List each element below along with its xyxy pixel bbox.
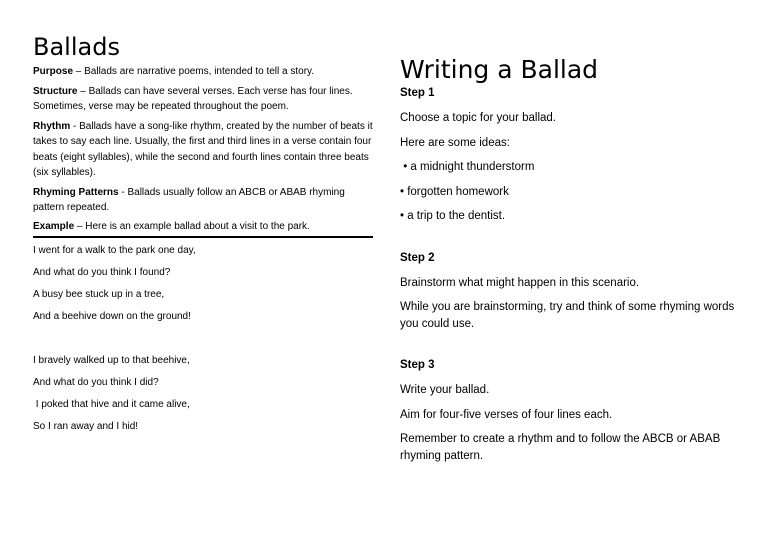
poem-line: And a beehive down on the ground! [33, 310, 191, 322]
poem-line: So I ran away and I hid! [33, 420, 139, 432]
definition-purpose [33, 64, 373, 80]
step-2-section [400, 251, 745, 333]
definition-term: Rhyming Patterns [33, 186, 119, 198]
definition-text: - Ballads have a song-like rhythm, created by the number of beats it takes to say each line. Usually, the first and third lines in a verse contain four beats (eight syllables), while the second and fourth lines contain three beats (six syllables). [33, 120, 373, 178]
poem-line: And what do you think I found? [33, 266, 171, 278]
ballads-column [33, 33, 373, 442]
definition-term: Rhythm [33, 120, 71, 132]
step-line: Here are some ideas: [400, 136, 510, 149]
writing-title: Writing a Ballad [400, 55, 599, 84]
step-heading: Step 2 [400, 251, 435, 264]
idea-item: • a midnight thunderstorm [400, 161, 535, 173]
poem-line: A busy bee stuck up in a tree, [33, 288, 165, 300]
definition-text: – Ballads can have several verses. Each verse has four lines. Sometimes, verse may be repeated throughout the poem. [33, 85, 353, 112]
step-line: Brainstorm what might happen in this scenario. [400, 276, 640, 289]
step-line: Remember to create a rhythm and to follow the ABCB or ABAB rhyming pattern. [400, 433, 721, 462]
example-text: – Here is an example ballad about a visit to the park. [74, 220, 310, 232]
step-line: Aim for four-five verses of four lines each. [400, 408, 613, 421]
step-3-section [400, 358, 745, 464]
step-heading: Step 1 [400, 87, 435, 99]
step-line: Write your ballad. [400, 384, 490, 396]
step-line: While you are brainstorming, try and think of some rhyming words you could use. [400, 301, 735, 330]
writing-column [400, 55, 745, 472]
section-spacer [400, 340, 745, 358]
example-term: Example [33, 220, 75, 232]
poem-line: I bravely walked up to that beehive, [33, 354, 190, 366]
ballads-title: Ballads [33, 33, 120, 61]
definition-text: – Ballads are narrative poems, intended to tell a story. [73, 66, 315, 77]
poem-line: I poked that hive and it came alive, [33, 398, 190, 410]
definition-term: Purpose [33, 66, 74, 77]
poem-verse-1 [33, 244, 373, 324]
section-spacer [400, 233, 745, 251]
verse-spacer [33, 332, 373, 354]
definition-rhythm [33, 119, 373, 181]
definition-structure [33, 84, 373, 115]
definition-rhyming-patterns [33, 185, 373, 216]
example-intro [33, 220, 373, 238]
poem-line: I went for a walk to the park one day, [33, 244, 196, 256]
step-line: Choose a topic for your ballad. [400, 112, 556, 124]
step-heading: Step 3 [400, 359, 435, 371]
step-1-section [400, 86, 745, 225]
idea-item: • forgotten homework [400, 185, 509, 198]
idea-item: • a trip to the dentist. [400, 210, 506, 222]
definition-text: - Ballads usually follow an ABCB or ABAB rhyming pattern repeated. [33, 186, 345, 213]
poem-verse-2 [33, 354, 373, 434]
definition-term: Structure [33, 85, 78, 97]
poem-line: And what do you think I did? [33, 376, 159, 388]
